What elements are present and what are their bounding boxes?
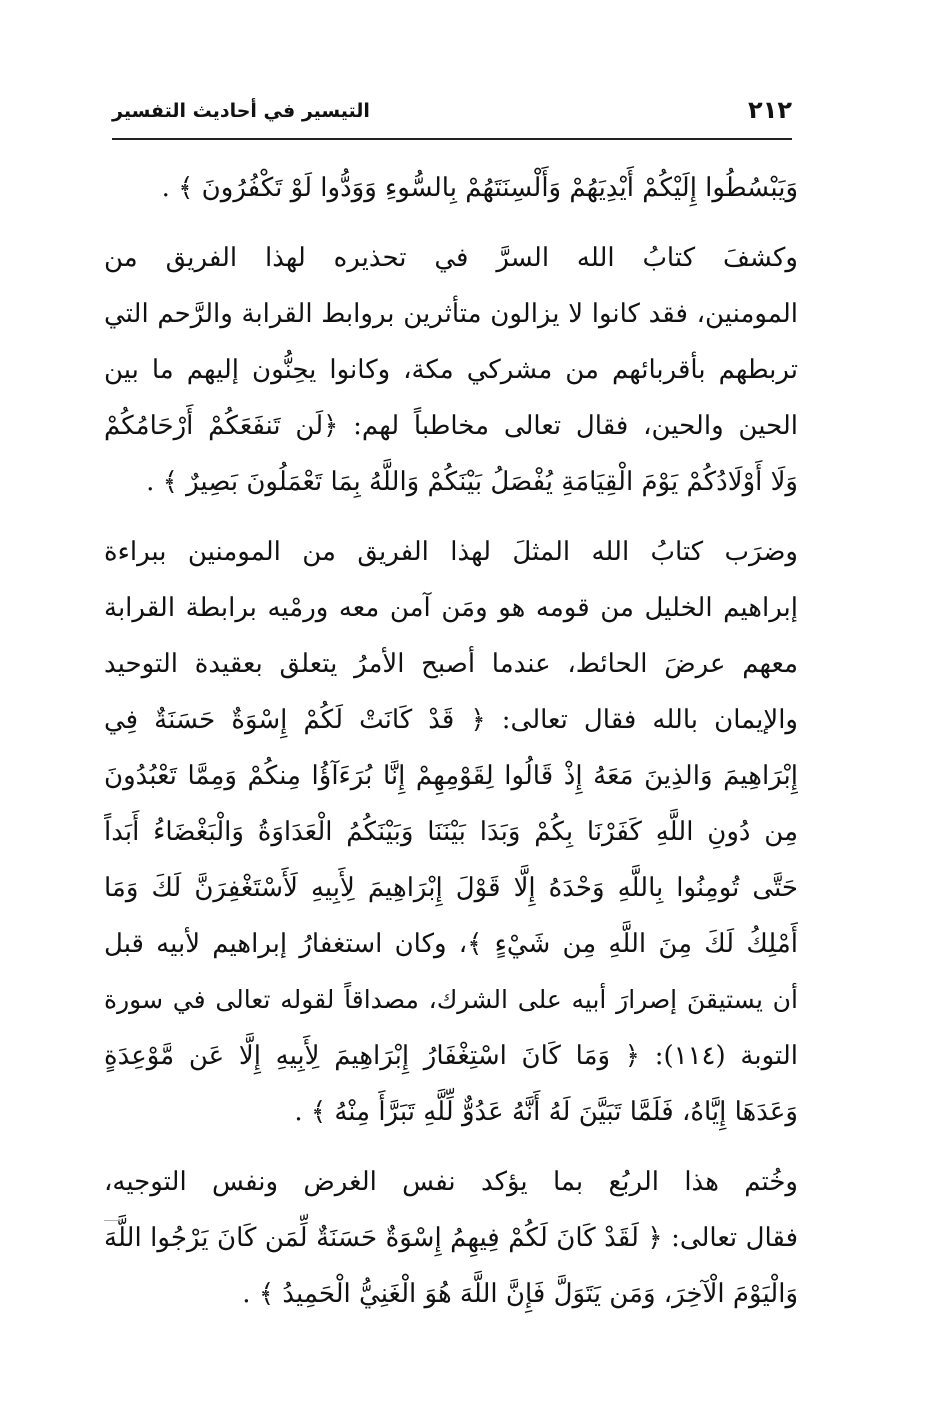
text-line: تربطهم بأقربائهم من مشركي مكة، وكانوا يحِنُّون إليهم ما بين	[104, 355, 798, 385]
text-line: مِن دُونِ اللَّهِ كَفَرْنَا بِكُمْ وَبَدَا بَيْنَنَا وَبَيْنَكُمُ الْعَدَاوَةُ وَالْبَغْضَاءُ أَبَداً	[104, 817, 798, 847]
text-line: وَيَبْسُطُوا إِلَيْكُمْ أَيْدِيَهُمْ وَأَلْسِنَتَهُمْ بِالسُّوءِ وَوَدُّوا لَوْ تَكْفُرُونَ ﴾ .	[161, 173, 798, 203]
text-line: أَمْلِكُ لَكَ مِنَ اللَّهِ مِن شَيْءٍ ﴾، وكان استغفارُ إبراهيم لأبيه قبل	[104, 929, 798, 959]
page-number: ٢١٢	[748, 96, 792, 124]
paragraph-gap	[104, 1140, 798, 1154]
text-line: وضرَب كتابُ الله المثلَ لهذا الفريق من المومنين ببراءة	[104, 537, 798, 567]
text-line: وَعَدَهَا إِيَّاهُ، فَلَمَّا تَبَيَّنَ لَهُ أَنَّهُ عَدُوٌّ لِّلَّهِ تَبَرَّأَ مِنْهُ ﴾ .	[294, 1097, 798, 1127]
text-line: فقال تعالى: ﴿ لَقَدْ كَانَ لَكُمْ فِيهِمُ إِسْوَةٌ حَسَنَةٌ لِّمَن كَانَ يَرْجُوا اللَّهَ	[104, 1223, 798, 1253]
text-line: وكشفَ كتابُ الله السرَّ في تحذيره لهذا الفريق من	[104, 243, 798, 273]
text-line: وَلَا أَوْلَادُكُمْ يَوْمَ الْقِيَامَةِ يُفْصَلُ بَيْنَكُمْ وَاللَّهُ بِمَا تَعْمَلُونَ بَصِيرٌ ﴾ .	[146, 467, 798, 497]
text-line: الحين والحين، فقال تعالى مخاطباً لهم: ﴿لَن تَنفَعَكُمْ أَرْحَامُكُمْ	[104, 411, 798, 441]
text-line: والإيمان بالله فقال تعالى: ﴿ قَدْ كَانَتْ لَكُمْ إِسْوَةٌ حَسَنَةٌ فِي	[104, 705, 798, 735]
header-rule	[112, 138, 792, 140]
paragraph-gap	[104, 510, 798, 524]
text-line: معهم عرضَ الحائط، عندما أصبح الأمرُ يتعلق بعقيدة التوحيد	[104, 649, 798, 679]
text-line: أن يستيقنَ إصرارَ أبيه على الشرك، مصداقاً لقوله تعالى في سورة	[104, 985, 798, 1014]
text-line: وَالْيَوْمَ الْآخِرَ، وَمَن يَتَوَلَّ فَإِنَّ اللَّهَ هُوَ الْغَنِيُّ الْحَمِيدُ ﴾ .	[242, 1279, 798, 1309]
text-line: وخُتم هذا الربُع بما يؤكد نفس الغرض ونفس التوجيه،	[104, 1167, 798, 1197]
text-line: حَتَّى تُومِنُوا بِاللَّهِ وَحْدَهُ إِلَّا قَوْلَ إِبْرَاهِيمَ لِأَبِيهِ لَأَسْتَغْفِرَنَّ لَكَ وَمَا	[104, 873, 798, 903]
text-line: التوبة (١١٤): ﴿ وَمَا كَانَ اسْتِغْفَارُ إِبْرَاهِيمَ لِأَبِيهِ إِلَّا عَن مَّوْعِدَةٍ	[104, 1041, 798, 1071]
text-line: إبراهيم الخليل من قومه هو ومَن آمن معه ورمْيه برابطة القرابة	[104, 593, 798, 623]
body-text	[104, 160, 798, 1322]
book-title: التيسير في أحاديث التفسير	[112, 100, 370, 122]
scan-mark	[104, 1220, 122, 1221]
paragraph-gap	[104, 216, 798, 230]
running-header	[112, 92, 792, 136]
text-line: المومنين، فقد كانوا لا يزالون متأثرين بروابط القرابة والرَّحم التي	[104, 299, 798, 329]
text-line: إِبْرَاهِيمَ وَالذِينَ مَعَهُ إِذْ قَالُوا لِقَوْمِهِمْ إِنَّا بُرَءَآؤُا مِنكُمْ وَمِمَّا تَعْبُدُونَ	[104, 761, 798, 791]
